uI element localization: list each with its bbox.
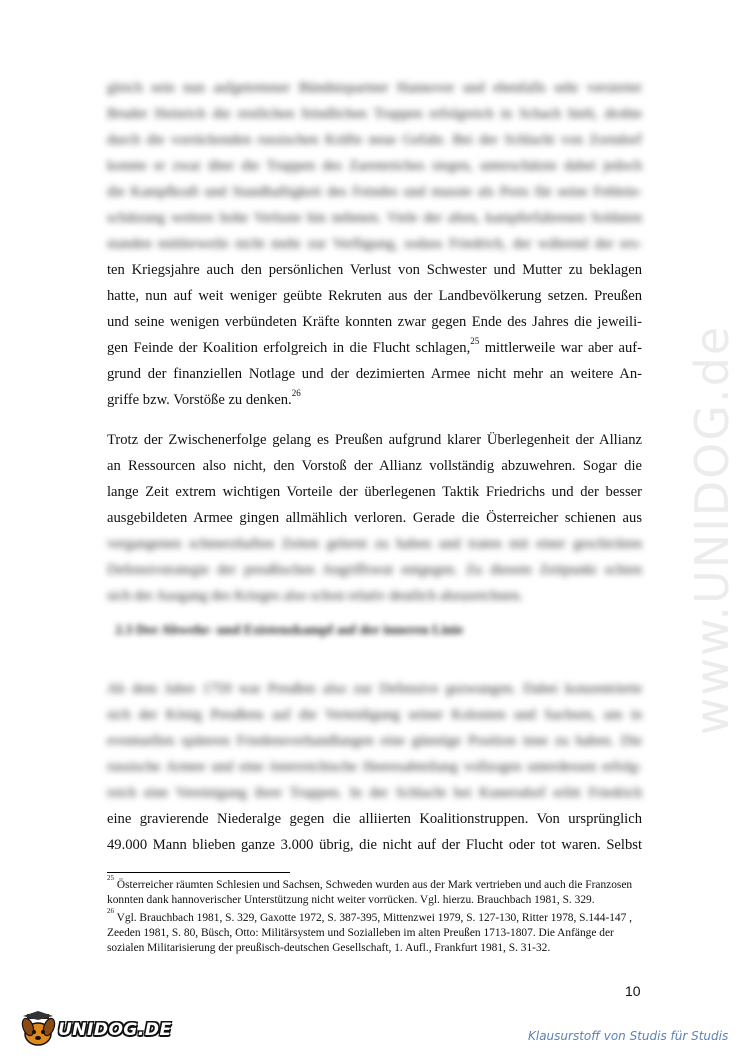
footnote-26: $^{26}$ Vgl. Brauchbach 1981, S. 329, Gaxotte 1972, S. 387-395, Mittenzwei 1979, S. 127-130, Ritter 1978, S.144-147 , Zeeden 1981, S. 80, Büsch, Otto: Militärsystem und Sozialleben im alten Preußen 1713-1807. Die Anfänge der sozialen Militarisierung der preußisch-deutschen Gesellschaft, 1. Aufl., Frankfurt 1981, S. 31-32. <box>107 907 633 954</box>
watermark: www.UNIDOG.de <box>685 324 739 736</box>
blurred-line: standen mittlerweile nicht mehr zur Verfügung, sodass Friedrich, der während der ers- <box>107 236 642 252</box>
text-line: ausgebildeten Armee gingen allmählich verloren. Gerade die Österreicher schienen aus <box>107 510 642 526</box>
paragraph-3 <box>107 676 642 858</box>
text-line: ten Kriegsjahre auch den persönlichen Verlust von Schwester und Mutter zu beklagen <box>107 262 642 278</box>
text-line: grund der finanziellen Notlage und der dezimierten Armee nicht mehr an weitere An- <box>107 366 642 382</box>
text-line: griffe bzw. Vorstöße zu denken.$^{26}$ <box>107 388 301 408</box>
paragraph-1 <box>107 75 642 413</box>
blurred-line: konnte er zwar über die Truppen des Zarenreiches siegen, unterschätzte dabei jedoch <box>107 158 642 174</box>
page-number: 10 <box>625 983 641 999</box>
text-line: an Ressourcen also nicht, den Vorstoß der Allianz vollständig abzuwehren. Sogar die <box>107 458 642 474</box>
tagline: Klausurstoff von Studis für Studis <box>528 1029 729 1043</box>
unidog-logo[interactable] <box>18 1010 172 1050</box>
footnote-divider <box>107 872 290 873</box>
text-line: 49.000 Mann blieben ganze 3.000 übrig, die nicht auf der Flucht oder tot waren. Selbst <box>107 837 642 853</box>
paragraph-2 <box>107 427 642 609</box>
footnote-ref-25[interactable]: 25 <box>470 336 480 347</box>
text-line: eine gravierende Niederalge gegen die alliierten Koalitionstruppen. Von ursprünglich <box>107 811 642 827</box>
blurred-line: eventuellen späteren Friedensverhandlungen eine günstige Position inne zu haben. Die <box>107 733 642 749</box>
blurred-line: russische Armee und eine österreichische Heeresabteilung vollzogen unterdessen erfolg- <box>107 759 642 775</box>
footnote-25: $^{25}$ Österreicher räumten Schlesien und Sachsen, Schweden wurden aus der Mark vertrieben und auch die Franzosen konnten dank hannoverischer Unterstützung nicht weiter vorrücken. Vgl. hierzu. Brauchbach 1981, S. 329. <box>107 874 633 906</box>
blurred-line: reich eine Vereinigung ihrer Truppen. In der Schlacht bei Kunersdorf erlitt Friedrich <box>107 785 642 801</box>
blurred-line: sich der Ausgang des Krieges also schon relativ deutlich abzuzeichnen. <box>107 588 523 604</box>
text-line: hatte, nun auf weit weniger geübte Rekruten aus der Landbevölkerung setzen. Preußen <box>107 288 642 304</box>
blurred-line: sich der König Preußens auf die Verteidigung seiner Kolonien und Sachsen, um in <box>107 707 642 723</box>
footnotes <box>107 874 642 959</box>
blurred-line: Bruder Heinrich die restlichen feindlichen Truppen erfolgreich in Schach hielt, drohte <box>107 106 642 122</box>
blurred-line: Ab dem Jahre 1759 war Preußen also zur Defensive gezwungen. Dabei konzentrierte <box>107 681 642 697</box>
section-heading: 2.3 Der Abwehr- und Existenzkampf auf der inneren Linie <box>115 623 464 638</box>
blurred-line: vergangenen schmerzhaften Zeiten gelernt zu haben und traten mit einer geschickten <box>107 536 642 552</box>
text-line: Trotz der Zwischenerfolge gelang es Preußen aufgrund klarer Überlegenheit der Allianz <box>107 432 642 448</box>
dog-mascot-icon <box>18 1010 62 1050</box>
blurred-line: schätzung weitere hohe Verluste hin nehmen. Viele der alten, kampferfahrenen Soldaten <box>107 210 642 226</box>
blurred-line: Defensivstrategie der preußischen Angriffswut entgegen. Zu diesem Zeitpunkt schien <box>107 562 642 578</box>
text-line: und seine wenigen verbündeten Kräfte konnten zwar gegen Ende des Jahres die jeweili- <box>107 314 642 330</box>
logo-text: UNIDOG.DE <box>58 1020 172 1040</box>
text-line: gen Feinde der Koalition erfolgreich in die Flucht schlagen,$^{25}$ mittlerweile war aber auf- <box>107 336 642 356</box>
blurred-line: die Kampfkraft und Standhaftigkeit des Feindes und musste als Preis für seine Fehlein- <box>107 184 642 200</box>
blurred-line: gleich sein nun aufgetretener Bündnispartner Hannover und ebenfalls sehr versierter <box>107 80 642 96</box>
footnote-ref-26[interactable]: 26 <box>291 388 301 399</box>
text-line: lange Zeit extrem wichtigen Vorteile der überlegenen Taktik Friedrichs und der besser <box>107 484 642 500</box>
blurred-line: durch die vorrückenden russischen Kräfte neue Gefahr. Bei der Schlacht von Zorndorf <box>107 132 642 148</box>
